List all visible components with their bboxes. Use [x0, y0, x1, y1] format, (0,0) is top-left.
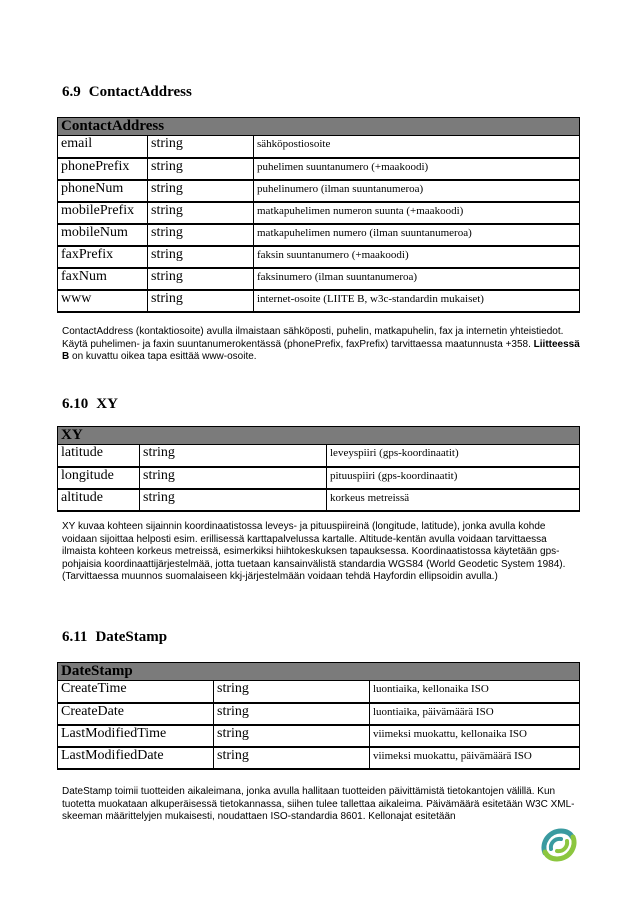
datestamp-description: DateStamp toimii tuotteiden aikaleimana, jonka avulla hallitaan tuotteiden päivittämistä tietokantojen välillä. Kun tuotetta muokataan alkuperäisessä tietokannassa, siihen tulee tallettaa aikaleima. Päivämäärä esitetään W3C XML-skeeman määrittelyjen mukaisesti, noudattaen ISO-standardia 8601. Kellonajat esitetään	[62, 786, 575, 822]
field-name: faxNum	[58, 268, 148, 290]
field-description: puhelinumero (ilman suuntanumeroa)	[254, 180, 580, 202]
field-type: string	[148, 180, 254, 202]
field-name: mobilePrefix	[58, 202, 148, 224]
field-type: string	[148, 224, 254, 246]
field-description: viimeksi muokattu, päivämäärä ISO	[370, 747, 580, 769]
field-description: korkeus metreissä	[327, 489, 580, 511]
paragraph-text: ContactAddress (kontaktiosoite) avulla ilmaistaan sähköposti, puhelin, matkapuhelin, fax ja internetin yhteistiedot. Käytä puhelimen- ja faxin suuntanumerokentässä (phonePrefix, faxPrefix) tarvittaessa maatunnusta +358.	[62, 326, 564, 350]
table-row	[58, 489, 580, 511]
datestamp-table	[57, 662, 580, 770]
table-row	[58, 747, 580, 769]
contactaddress-description	[62, 326, 582, 364]
field-name: CreateTime	[58, 681, 214, 703]
section-title: ContactAddress	[88, 84, 192, 100]
field-description: internet-osoite (LIITE B, w3c-standardin mukaiset)	[254, 290, 580, 312]
table-title: ContactAddress	[58, 118, 580, 136]
field-description: viimeksi muokattu, kellonaika ISO	[370, 725, 580, 747]
field-type: string	[148, 158, 254, 180]
field-type: string	[148, 136, 254, 158]
field-type: string	[148, 246, 254, 268]
field-name: CreateDate	[58, 703, 214, 725]
field-description: matkapuhelimen numeron suunta (+maakoodi)	[254, 202, 580, 224]
appendix-reference: Liitteessä B	[62, 338, 580, 362]
field-name: latitude	[58, 445, 140, 467]
section-title: DateStamp	[95, 629, 168, 645]
field-type: string	[148, 202, 254, 224]
field-description: matkapuhelimen numero (ilman suuntanumeroa)	[254, 224, 580, 246]
field-type: string	[214, 725, 370, 747]
field-description: luontiaika, päivämäärä ISO	[370, 703, 580, 725]
field-description: leveyspiiri (gps-koordinaatit)	[327, 445, 580, 467]
table-row	[58, 202, 580, 224]
table-row	[58, 467, 580, 489]
table-row	[58, 224, 580, 246]
field-type: string	[214, 747, 370, 769]
field-description: puhelimen suuntanumero (+maakoodi)	[254, 158, 580, 180]
field-description: luontiaika, kellonaika ISO	[370, 681, 580, 703]
field-description: faksin suuntanumero (+maakoodi)	[254, 246, 580, 268]
field-type: string	[140, 467, 327, 489]
field-name: longitude	[58, 467, 140, 489]
field-name: faxPrefix	[58, 246, 148, 268]
field-name: altitude	[58, 489, 140, 511]
section-number: 6.11	[62, 629, 88, 645]
field-type: string	[148, 290, 254, 312]
field-description: faksinumero (ilman suuntanumeroa)	[254, 268, 580, 290]
table-row	[58, 136, 580, 158]
paragraph-text: on kuvattu oikea tapa esittää www-osoite.	[69, 351, 257, 362]
field-type: string	[214, 703, 370, 725]
table-row	[58, 445, 580, 467]
table-title: XY	[58, 427, 580, 445]
table-row	[58, 703, 580, 725]
section-title: XY	[96, 396, 118, 412]
section-heading-contactaddress	[62, 84, 192, 101]
table-row	[58, 180, 580, 202]
section-heading-datestamp	[62, 629, 167, 646]
organization-logo-icon	[537, 823, 581, 867]
table-row	[58, 268, 580, 290]
field-description: sähköpostiosoite	[254, 136, 580, 158]
field-name: email	[58, 136, 148, 158]
section-number: 6.10	[62, 396, 89, 412]
logo-arc-teal-inner	[551, 839, 561, 849]
table-row	[58, 290, 580, 312]
table-row	[58, 246, 580, 268]
field-description: pituuspiiri (gps-koordinaatit)	[327, 467, 580, 489]
section-number: 6.9	[62, 84, 81, 100]
section-heading-xy	[62, 396, 118, 413]
field-type: string	[148, 268, 254, 290]
field-name: LastModifiedTime	[58, 725, 214, 747]
table-row	[58, 725, 580, 747]
field-name: LastModifiedDate	[58, 747, 214, 769]
field-name: www	[58, 290, 148, 312]
field-name: phoneNum	[58, 180, 148, 202]
table-row	[58, 158, 580, 180]
field-name: mobileNum	[58, 224, 148, 246]
field-name: phonePrefix	[58, 158, 148, 180]
logo-arc-green-inner	[557, 841, 567, 851]
field-type: string	[140, 445, 327, 467]
field-type: string	[140, 489, 327, 511]
table-row	[58, 681, 580, 703]
table-title: DateStamp	[58, 663, 580, 681]
xy-description: XY kuvaa kohteen sijainnin koordinaatistossa leveys- ja pituuspiireinä (longitude, latitude), jonka avulla kohde voidaan sijoittaa helposti esim. erillisessä karttapalvelussa kartalle. Altitude-kentän avulla voidaan tarvittaessa ilmaista kohteen korkeus metreissä, esimerkiksi hiihtokeskuksen tapauksessa. Koordinaatistossa käytetään gps-pohjaisia koordinaattijärjestelmää, jotta tuetaan kansainvälistä standardia WGS84 (World Geodetic System 1984). (Tarvittaessa muunnos suomalaiseen kkj-järjestelmään voidaan tehdä Hayfordin ellipsoidin avulla.)	[62, 521, 566, 582]
xy-table	[57, 426, 580, 512]
field-type: string	[214, 681, 370, 703]
contactaddress-table	[57, 117, 580, 313]
